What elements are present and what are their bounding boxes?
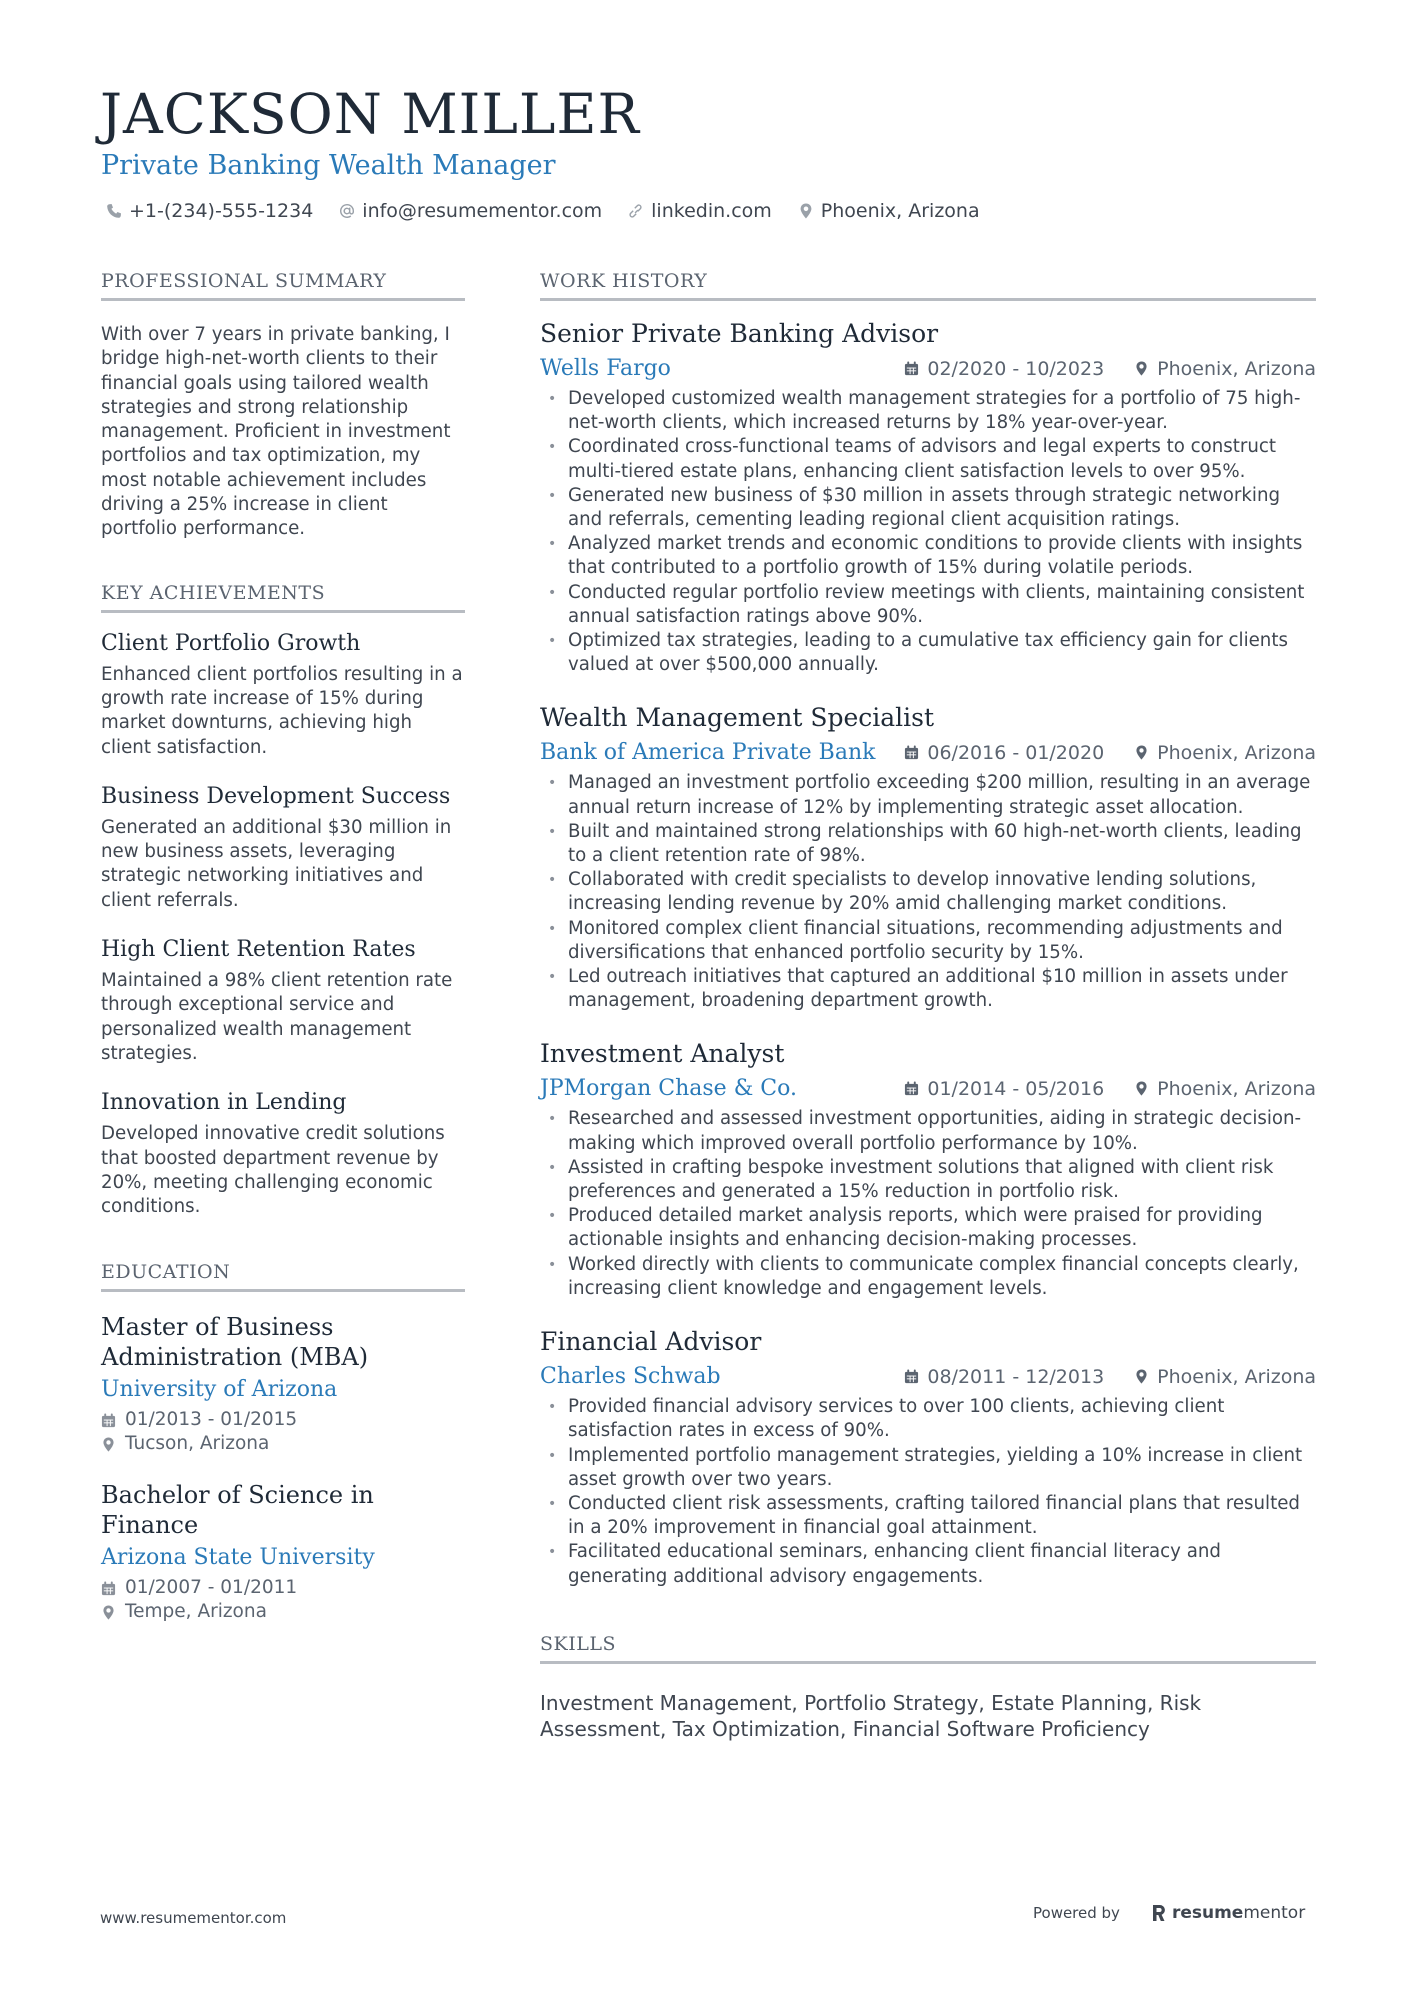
job-location xyxy=(1134,1366,1316,1388)
left-column xyxy=(101,270,465,1624)
bullet-item: • Produced detailed market analysis reports, which were praised for providing actionable insights and enhancing decision-making processes. xyxy=(540,1204,1316,1252)
location-text: Phoenix, Arizona xyxy=(1157,357,1316,380)
candidate-name: JACKSON MILLER xyxy=(100,82,640,146)
company-name: Charles Schwab xyxy=(540,1364,721,1390)
powered-by-text: Powered by xyxy=(1033,1904,1120,1922)
contact-phone xyxy=(106,200,313,222)
bullet-item: • Conducted regular portfolio review meetings with clients, maintaining consistent annual satisfaction ratings above 90%. xyxy=(540,581,1316,629)
job-bullets xyxy=(540,771,1316,1013)
email-link[interactable]: info@resumementor.com xyxy=(362,200,603,222)
job-location xyxy=(1134,742,1316,764)
achievement-text: Generated an additional $30 million in new business assets, leveraging strategic networking initiatives and client referrals. xyxy=(101,816,452,911)
job-title: Investment Analyst xyxy=(540,1039,785,1069)
job-meta xyxy=(904,358,1316,380)
achievement-title: Business Development Success xyxy=(101,783,451,809)
job-dates: 01/2014 - 05/2016 xyxy=(927,1077,1105,1100)
job-meta-row xyxy=(540,740,1316,765)
school-name: University of Arizona xyxy=(101,1377,338,1403)
right-column xyxy=(540,270,1316,1742)
location-text: Phoenix, Arizona xyxy=(1157,741,1316,764)
achievement-item xyxy=(101,631,465,760)
location-pin-icon xyxy=(798,203,814,219)
dates-text: 01/2013 - 01/2015 xyxy=(125,1409,298,1431)
location-pin-icon xyxy=(1134,1081,1149,1096)
bullet-item: • Worked directly with clients to communicate complex financial concepts clearly, increasing client knowledge and engagement levels. xyxy=(540,1253,1316,1301)
bullet-item: • Researched and assessed investment opportunities, aiding in strategic decision-making which improved overall portfolio performance by 10%. xyxy=(540,1107,1316,1155)
bullet-item: • Managed an investment portfolio exceeding $200 million, resulting in an average annual return increase of 12% by implementing strategic asset allocation. xyxy=(540,771,1316,819)
education-location xyxy=(101,1432,465,1456)
location-text: Phoenix, Arizona xyxy=(1157,1365,1316,1388)
candidate-title: Private Banking Wealth Manager xyxy=(101,150,556,181)
calendar-icon xyxy=(904,745,919,760)
brand-logo[interactable] xyxy=(1150,1903,1305,1923)
resumementor-logo-icon xyxy=(1150,1904,1166,1922)
job-bullets xyxy=(540,387,1316,677)
location-text: Phoenix, Arizona xyxy=(1157,1077,1316,1100)
job-entry xyxy=(540,1327,1316,1589)
job-dates: 08/2011 - 12/2013 xyxy=(927,1365,1105,1388)
link-icon xyxy=(628,203,644,219)
footer-branding xyxy=(1033,1903,1305,1923)
education-location xyxy=(101,1600,465,1624)
job-title: Financial Advisor xyxy=(540,1327,762,1357)
job-meta xyxy=(904,1078,1316,1100)
brand-name-light: mentor xyxy=(1243,1903,1306,1923)
achievement-text: Enhanced client portfolios resulting in a growth rate increase of 15% during market downturns, achieving high client satisfaction. xyxy=(101,663,463,758)
linkedin-link[interactable]: linkedin.com xyxy=(651,200,772,222)
bullet-item: • Monitored complex client financial situations, recommending adjustments and diversifications that enhanced portfolio security by 15%. xyxy=(540,917,1316,965)
calendar-icon xyxy=(101,1581,116,1596)
dates-text: 01/2007 - 01/2011 xyxy=(125,1577,298,1599)
at-icon xyxy=(339,203,355,219)
education-dates xyxy=(101,1408,465,1432)
calendar-icon xyxy=(904,1081,919,1096)
job-title: Wealth Management Specialist xyxy=(540,703,935,733)
education-item xyxy=(101,1312,465,1456)
job-entry xyxy=(540,1039,1316,1301)
footer-website[interactable]: www.resumementor.com xyxy=(100,1909,287,1927)
bullet-item: • Generated new business of $30 million in assets through strategic networking and referrals, cementing leading regional client acquisition ratings. xyxy=(540,484,1316,532)
location-pin-icon xyxy=(101,1437,116,1452)
bullet-item: • Coordinated cross-functional teams of advisors and legal experts to construct multi-tiered estate plans, enhancing client satisfaction levels to over 95%. xyxy=(540,435,1316,483)
degree-title: Master of Business Administration (MBA) xyxy=(101,1313,369,1372)
company-name: Wells Fargo xyxy=(540,356,671,381)
job-meta xyxy=(904,742,1316,764)
phone-icon xyxy=(106,203,122,219)
job-meta-row xyxy=(540,1076,1316,1101)
job-meta-row xyxy=(540,356,1316,381)
job-location xyxy=(1134,358,1316,380)
work-history-heading: WORK HISTORY xyxy=(540,270,1316,301)
job-entry xyxy=(540,703,1316,1013)
company-name: JPMorgan Chase & Co. xyxy=(540,1076,797,1102)
skills-text: Investment Management, Portfolio Strategy, Estate Planning, Risk Assessment, Tax Optimization, Financial Software Proficiency xyxy=(540,1690,1202,1741)
job-meta-row xyxy=(540,1364,1316,1389)
degree-title: Bachelor of Science in Finance xyxy=(101,1481,374,1540)
education-heading: EDUCATION xyxy=(101,1261,465,1292)
job-bullets xyxy=(540,1107,1316,1301)
calendar-icon xyxy=(904,1369,919,1384)
bullet-item: • Implemented portfolio management strategies, yielding a 10% increase in client asset growth over two years. xyxy=(540,1444,1316,1492)
achievement-title: Client Portfolio Growth xyxy=(101,630,361,656)
job-title: Senior Private Banking Advisor xyxy=(540,319,939,348)
bullet-item: • Facilitated educational seminars, enhancing client financial literacy and generating additional advisory engagements. xyxy=(540,1540,1316,1588)
contact-email[interactable] xyxy=(339,200,602,222)
bullet-item: • Analyzed market trends and economic conditions to provide clients with insights that contributed to a portfolio growth of 15% during volatile periods. xyxy=(540,532,1316,580)
location-pin-icon xyxy=(101,1605,116,1620)
summary-heading: PROFESSIONAL SUMMARY xyxy=(101,270,465,301)
achievement-title: Innovation in Lending xyxy=(101,1090,347,1116)
bullet-item: • Collaborated with credit specialists to develop innovative lending solutions, increasing lending revenue by 20% amid challenging market conditions. xyxy=(540,868,1316,916)
education-item xyxy=(101,1480,465,1624)
bullet-item: • Assisted in crafting bespoke investment solutions that aligned with client risk preferences and generated a 15% reduction in portfolio risk. xyxy=(540,1156,1316,1204)
job-location xyxy=(1134,1078,1316,1100)
location-pin-icon xyxy=(1134,1369,1149,1384)
contact-bar xyxy=(106,200,980,222)
achievement-item xyxy=(101,937,465,1066)
skills-heading: SKILLS xyxy=(540,1633,1316,1664)
achievements-heading: KEY ACHIEVEMENTS xyxy=(101,582,465,613)
bullet-item: • Provided financial advisory services to over 100 clients, achieving client satisfaction rates in excess of 90%. xyxy=(540,1395,1316,1443)
location-pin-icon xyxy=(1134,745,1149,760)
phone-text: +1-(234)-555-1234 xyxy=(129,200,314,222)
location-text: Phoenix, Arizona xyxy=(820,200,980,222)
job-dates: 02/2020 - 10/2023 xyxy=(927,357,1105,380)
achievement-text: Maintained a 98% client retention rate through exceptional service and personalized wealth management strategies. xyxy=(101,970,453,1064)
bullet-item: • Led outreach initiatives that captured an additional $10 million in assets under management, broadening department growth. xyxy=(540,965,1316,1013)
achievement-item xyxy=(101,784,465,913)
achievement-item xyxy=(101,1090,465,1219)
brand-name-bold: resume xyxy=(1171,1903,1244,1923)
bullet-item: • Optimized tax strategies, leading to a cumulative tax efficiency gain for clients valued at over $500,000 annually. xyxy=(540,629,1316,677)
education-dates xyxy=(101,1576,465,1600)
achievement-title: High Client Retention Rates xyxy=(101,937,416,963)
location-text: Tempe, Arizona xyxy=(125,1601,267,1623)
job-meta xyxy=(904,1366,1316,1388)
school-name: Arizona State University xyxy=(101,1545,375,1571)
bullet-item: • Conducted client risk assessments, crafting tailored financial plans that resulted in a 20% improvement in financial goal attainment. xyxy=(540,1492,1316,1540)
calendar-icon xyxy=(101,1413,116,1428)
contact-location xyxy=(798,200,980,222)
bullet-item: • Developed customized wealth management strategies for a portfolio of 75 high-net-worth clients, which increased returns by 18% year-over-year. xyxy=(540,387,1316,435)
location-pin-icon xyxy=(1134,361,1149,376)
calendar-icon xyxy=(904,361,919,376)
contact-linkedin[interactable] xyxy=(628,200,772,222)
location-text: Tucson, Arizona xyxy=(125,1433,270,1455)
achievement-text: Developed innovative credit solutions that boosted department revenue by 20%, meeting challenging economic conditions. xyxy=(101,1123,445,1218)
job-entry xyxy=(540,319,1316,677)
job-bullets xyxy=(540,1395,1316,1589)
bullet-item: • Built and maintained strong relationships with 60 high-net-worth clients, leading to a client retention rate of 98%. xyxy=(540,820,1316,868)
company-name: Bank of America Private Bank xyxy=(540,740,876,766)
summary-text: With over 7 years in private banking, I bridge high-net-worth clients to their financial goals using tailored wealth strategies and strong relationship management. Proficient in investment portfolios and tax optimization, my most notable achievement includes driving a 25% increase in client portfolio performance. xyxy=(101,324,451,540)
job-dates: 06/2016 - 01/2020 xyxy=(927,741,1105,764)
